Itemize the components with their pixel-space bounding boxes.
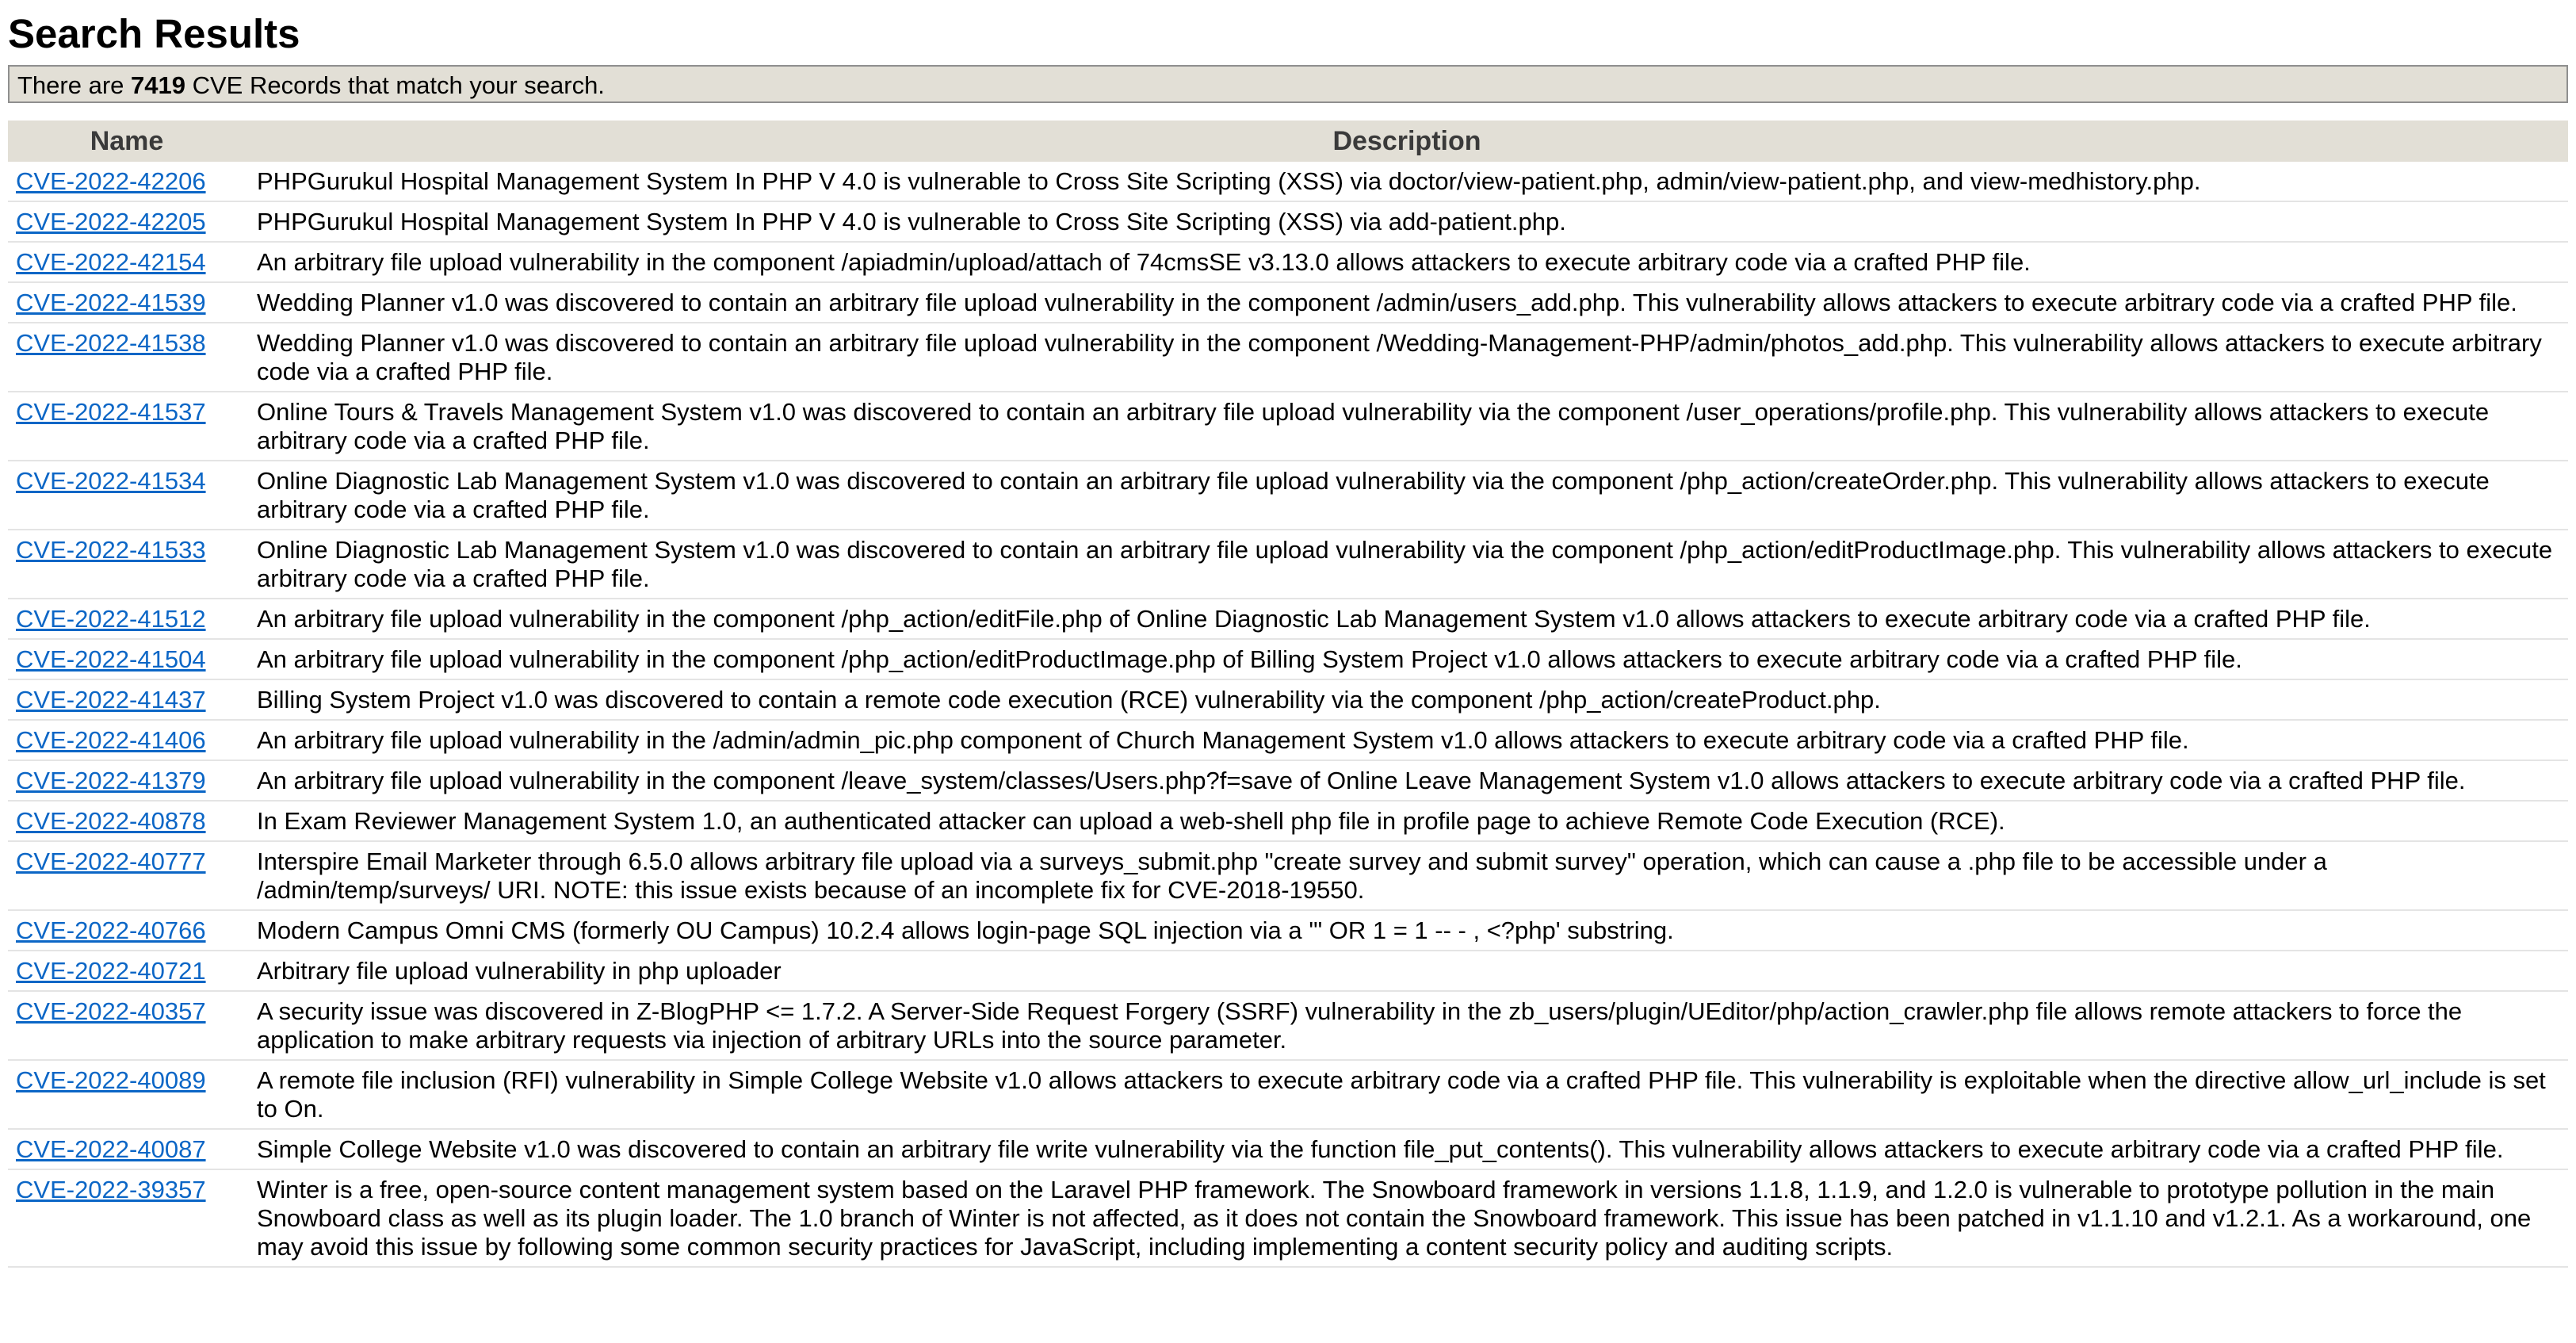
cve-description: An arbitrary file upload vulnerability in the /admin/admin_pic.php component of Church Management System v1.0 allows attackers to execute arbitrary code via a crafted PHP file. xyxy=(246,720,2568,760)
cve-id-link[interactable]: CVE-2022-41379 xyxy=(16,767,206,794)
cve-id-link[interactable]: CVE-2022-42154 xyxy=(16,248,206,276)
cve-description: Arbitrary file upload vulnerability in php uploader xyxy=(246,951,2568,991)
table-row xyxy=(8,639,2568,679)
cve-id-cell xyxy=(8,910,246,951)
cve-id-cell xyxy=(8,282,246,323)
cve-id-link[interactable]: CVE-2022-40721 xyxy=(16,957,206,985)
cve-id-cell xyxy=(8,991,246,1060)
cve-id-link[interactable]: CVE-2022-41406 xyxy=(16,726,206,754)
cve-description: An arbitrary file upload vulnerability in the component /apiadmin/upload/attach of 74cmsSE v3.13.0 allows attackers to execute arbitrary code via a crafted PHP file. xyxy=(246,242,2568,282)
cve-id-cell xyxy=(8,951,246,991)
cve-id-link[interactable]: CVE-2022-40089 xyxy=(16,1066,206,1094)
match-count: 7419 xyxy=(131,71,185,99)
cve-description: Wedding Planner v1.0 was discovered to contain an arbitrary file upload vulnerability in the component /Wedding-Management-PHP/admin/photos_add.php. This vulnerability allows attackers to execute arbitrary code via a crafted PHP file. xyxy=(246,323,2568,392)
cve-id-link[interactable]: CVE-2022-41533 xyxy=(16,536,206,564)
cve-id-link[interactable]: CVE-2022-42206 xyxy=(16,167,206,195)
table-row xyxy=(8,951,2568,991)
table-row xyxy=(8,760,2568,801)
table-row xyxy=(8,392,2568,461)
cve-id-cell xyxy=(8,323,246,392)
cve-description: An arbitrary file upload vulnerability in the component /leave_system/classes/Users.php?f=save of Online Leave Management System v1.0 allows attackers to execute arbitrary code via a crafted PHP file. xyxy=(246,760,2568,801)
cve-description: Billing System Project v1.0 was discovered to contain a remote code execution (RCE) vulnerability via the component /php_action/createProduct.php. xyxy=(246,679,2568,720)
cve-id-cell xyxy=(8,1169,246,1267)
table-row xyxy=(8,801,2568,841)
table-row xyxy=(8,1060,2568,1129)
cve-id-link[interactable]: CVE-2022-40777 xyxy=(16,848,206,875)
cve-description: A remote file inclusion (RFI) vulnerability in Simple College Website v1.0 allows attackers to execute arbitrary code via a crafted PHP file. This vulnerability is exploitable when the directive allow_url_include is set to On. xyxy=(246,1060,2568,1129)
table-row xyxy=(8,679,2568,720)
cve-id-link[interactable]: CVE-2022-41512 xyxy=(16,605,206,633)
cve-id-cell xyxy=(8,841,246,910)
cve-id-link[interactable]: CVE-2022-40087 xyxy=(16,1135,206,1163)
table-row xyxy=(8,242,2568,282)
table-row xyxy=(8,323,2568,392)
table-row xyxy=(8,201,2568,242)
cve-id-cell xyxy=(8,760,246,801)
cve-id-cell xyxy=(8,599,246,639)
cve-id-link[interactable]: CVE-2022-42205 xyxy=(16,208,206,235)
cve-description: Online Diagnostic Lab Management System v1.0 was discovered to contain an arbitrary file upload vulnerability via the component /php_action/editProductImage.php. This vulnerability allows attackers to execute arbitrary code via a crafted PHP file. xyxy=(246,530,2568,599)
cve-id-cell xyxy=(8,1129,246,1169)
cve-id-link[interactable]: CVE-2022-41538 xyxy=(16,329,206,357)
column-header-name: Name xyxy=(8,121,246,162)
column-header-description: Description xyxy=(246,121,2568,162)
cve-description: In Exam Reviewer Management System 1.0, an authenticated attacker can upload a web-shell php file in profile page to achieve Remote Code Execution (RCE). xyxy=(246,801,2568,841)
cve-description: Online Tours & Travels Management System v1.0 was discovered to contain an arbitrary file upload vulnerability via the component /user_operations/profile.php. This vulnerability allows attackers to execute arbitrary code via a crafted PHP file. xyxy=(246,392,2568,461)
table-row xyxy=(8,461,2568,530)
cve-id-cell xyxy=(8,1060,246,1129)
table-row xyxy=(8,599,2568,639)
cve-id-link[interactable]: CVE-2022-41534 xyxy=(16,467,206,495)
table-row xyxy=(8,162,2568,201)
cve-description: Online Diagnostic Lab Management System v1.0 was discovered to contain an arbitrary file upload vulnerability via the component /php_action/createOrder.php. This vulnerability allows attackers to execute arbitrary code via a crafted PHP file. xyxy=(246,461,2568,530)
cve-id-link[interactable]: CVE-2022-41437 xyxy=(16,686,206,714)
cve-description: Modern Campus Omni CMS (formerly OU Campus) 10.2.4 allows login-page SQL injection via a '" OR 1 = 1 -- - , <?php' substring. xyxy=(246,910,2568,951)
table-row xyxy=(8,841,2568,910)
table-row xyxy=(8,1169,2568,1267)
results-table-body xyxy=(8,162,2568,1267)
match-prefix: There are xyxy=(17,71,132,99)
cve-id-link[interactable]: CVE-2022-41504 xyxy=(16,645,206,673)
page-title: Search Results xyxy=(8,11,300,56)
cve-id-link[interactable]: CVE-2022-39357 xyxy=(16,1176,206,1203)
table-row xyxy=(8,282,2568,323)
cve-description: An arbitrary file upload vulnerability in the component /php_action/editProductImage.php of Billing System Project v1.0 allows attackers to execute arbitrary code via a crafted PHP file. xyxy=(246,639,2568,679)
cve-id-cell xyxy=(8,679,246,720)
cve-id-cell xyxy=(8,639,246,679)
cve-description: An arbitrary file upload vulnerability in the component /php_action/editFile.php of Online Diagnostic Lab Management System v1.0 allows attackers to execute arbitrary code via a crafted PHP file. xyxy=(246,599,2568,639)
cve-id-link[interactable]: CVE-2022-40878 xyxy=(16,807,206,835)
cve-description: Interspire Email Marketer through 6.5.0 allows arbitrary file upload via a surveys_submit.php "create survey and submit survey" operation, which can cause a .php file to be accessible under a /admin/temp/surveys/ URI. NOTE: this issue exists because of an incomplete fix for CVE-2018-19550. xyxy=(246,841,2568,910)
cve-id-link[interactable]: CVE-2022-40357 xyxy=(16,997,206,1025)
results-table-header xyxy=(8,121,2568,162)
cve-id-cell xyxy=(8,242,246,282)
cve-id-link[interactable]: CVE-2022-41537 xyxy=(16,398,206,426)
cve-description: Winter is a free, open-source content management system based on the Laravel PHP framework. The Snowboard framework in versions 1.1.8, 1.1.9, and 1.2.0 is vulnerable to prototype pollution in the main Snowboard class as well as its plugin loader. The 1.0 branch of Winter is not affected, as it does not contain the Snowboard framework. This issue has been patched in v1.1.10 and v1.2.1. As a workaround, one may avoid this issue by following some common security practices for JavaScript, including implementing a content security policy and auditing scripts. xyxy=(246,1169,2568,1267)
cve-description: Wedding Planner v1.0 was discovered to contain an arbitrary file upload vulnerability in the component /admin/users_add.php. This vulnerability allows attackers to execute arbitrary code via a crafted PHP file. xyxy=(246,282,2568,323)
table-row xyxy=(8,720,2568,760)
cve-id-cell xyxy=(8,162,246,201)
match-count-banner xyxy=(8,65,2568,103)
cve-description: PHPGurukul Hospital Management System In PHP V 4.0 is vulnerable to Cross Site Scripting (XSS) via add-patient.php. xyxy=(246,201,2568,242)
cve-id-link[interactable]: CVE-2022-41539 xyxy=(16,289,206,316)
cve-description: A security issue was discovered in Z-BlogPHP <= 1.7.2. A Server-Side Request Forgery (SSRF) vulnerability in the zb_users/plugin/UEditor/php/action_crawler.php file allows remote attackers to force the application to make arbitrary requests via injection of arbitrary URLs into the source parameter. xyxy=(246,991,2568,1060)
cve-description: PHPGurukul Hospital Management System In PHP V 4.0 is vulnerable to Cross Site Scripting (XSS) via doctor/view-patient.php, admin/view-patient.php, and view-medhistory.php. xyxy=(246,162,2568,201)
cve-id-link[interactable]: CVE-2022-40766 xyxy=(16,916,206,944)
table-row xyxy=(8,1129,2568,1169)
cve-id-cell xyxy=(8,392,246,461)
match-suffix: CVE Records that match your search. xyxy=(185,71,605,99)
cve-id-cell xyxy=(8,530,246,599)
cve-id-cell xyxy=(8,801,246,841)
cve-id-cell xyxy=(8,201,246,242)
results-table xyxy=(8,121,2568,1268)
table-row xyxy=(8,991,2568,1060)
cve-description: Simple College Website v1.0 was discovered to contain an arbitrary file write vulnerability via the function file_put_contents(). This vulnerability allows attackers to execute arbitrary code via a crafted PHP file. xyxy=(246,1129,2568,1169)
cve-id-cell xyxy=(8,720,246,760)
cve-id-cell xyxy=(8,461,246,530)
table-row xyxy=(8,910,2568,951)
table-row xyxy=(8,530,2568,599)
